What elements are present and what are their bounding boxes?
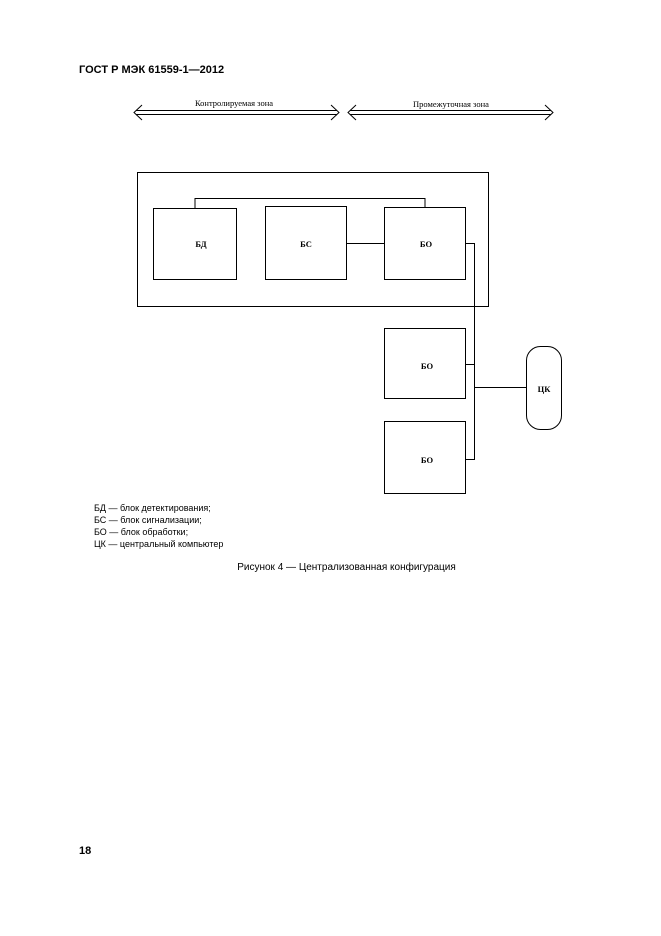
bo-middle-block-label: БО — [420, 361, 434, 371]
legend-item-bs: БС — блок сигнализации; — [94, 515, 202, 525]
legend-item-ck: ЦК — центральный компьютер — [94, 539, 224, 549]
page-number: 18 — [79, 845, 92, 857]
document-header: ГОСТ Р МЭК 61559-1—2012 — [79, 64, 225, 76]
figure-caption — [0, 562, 661, 573]
ck-block-label: ЦК — [537, 384, 551, 394]
figure-caption-text: Рисунок 4 — Централизованная конфигурация — [237, 562, 456, 573]
diagram-legend — [94, 502, 223, 550]
bo-bus-line — [465, 244, 475, 460]
bd-block-label: БД — [195, 239, 207, 249]
bo-inner-block-label: БО — [419, 239, 433, 249]
legend-item-bo: БО — блок обработки; — [94, 527, 189, 537]
bs-block-label: БС — [300, 239, 312, 249]
controlled-zone-label: Контролируемая зона — [194, 98, 274, 108]
legend-item-bd: БД — блок детектирования; — [94, 503, 211, 513]
intermediate-zone-label: Промежуточная зона — [413, 99, 489, 109]
bo-bottom-block-label: БО — [420, 455, 434, 465]
